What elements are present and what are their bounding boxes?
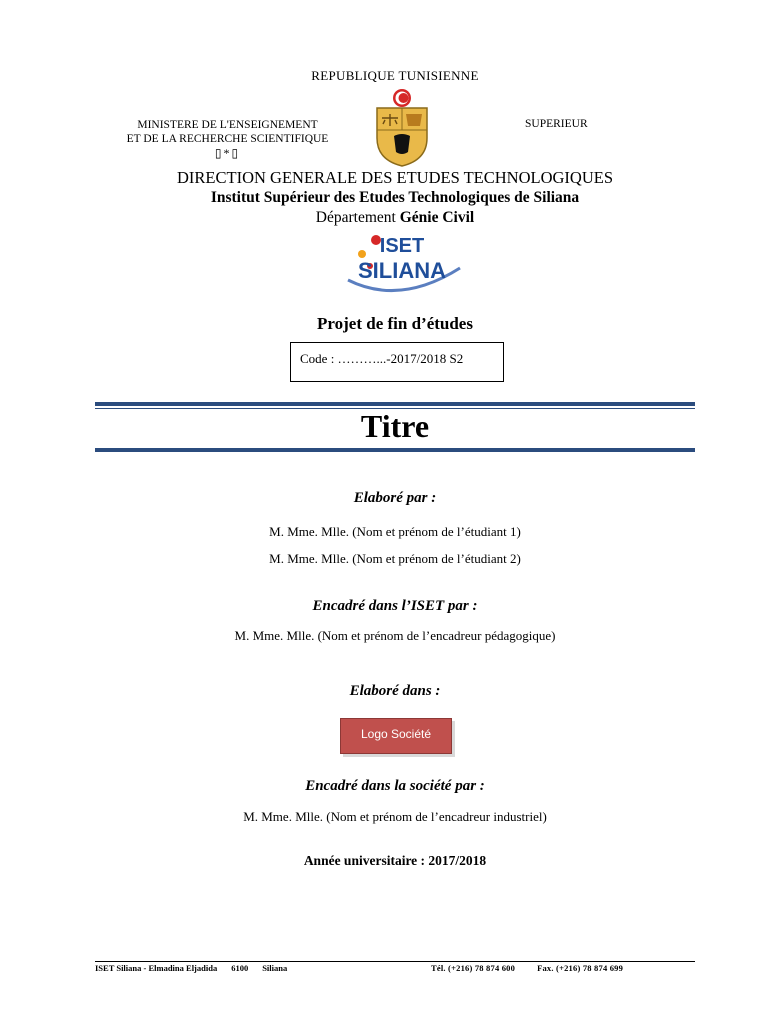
ministry-line-2: ET DE LA RECHERCHE SCIENTIFIQUE — [126, 133, 329, 145]
academic-year: Année universitaire : 2017/2018 — [303, 853, 487, 868]
iset-siliana-logo — [340, 228, 465, 300]
footer-rule — [95, 961, 695, 962]
student-line-2: M. Mme. Mlle. (Nom et prénom de l’étudiant 2) — [269, 551, 521, 566]
ministry-block — [110, 118, 345, 160]
title-rule-bottom — [95, 448, 695, 452]
project-title: Titre — [360, 408, 430, 444]
logo-text-top: ISET — [379, 235, 425, 257]
departement-prefix: Département — [315, 209, 396, 226]
departement-name: Génie Civil — [399, 209, 475, 226]
title-rule-top — [95, 402, 695, 406]
footer-fax: Fax. (+216) 78 874 699 — [537, 963, 624, 973]
ministry-line-1: MINISTERE DE L'ENSEIGNEMENT — [137, 119, 318, 131]
departement-line — [0, 209, 768, 227]
superieur-label: SUPERIEUR — [525, 118, 588, 130]
industrial-supervisor-line: M. Mme. Mlle. (Nom et prénom de l’encadreur industriel) — [243, 809, 547, 824]
footer-tel: Tél. (+216) 78 874 600 — [431, 963, 516, 973]
company-logo-label: Logo Société — [360, 727, 432, 741]
company-logo-placeholder — [340, 718, 452, 754]
industrial-supervisor-heading: Encadré dans la société par : — [305, 778, 485, 794]
footer-address — [95, 963, 287, 973]
academic-supervisor-heading: Encadré dans l’ISET par : — [312, 598, 478, 614]
direction-heading: DIRECTION GENERALE DES ETUDES TECHNOLOGIQUES — [177, 168, 613, 187]
code-box — [290, 342, 504, 382]
republic-heading: REPUBLIQUE TUNISIENNE — [311, 68, 479, 83]
project-label: Projet de fin d’études — [317, 314, 473, 333]
footer-street: ISET Siliana - Elmadina Eljadida — [95, 963, 218, 973]
tunisia-coat-of-arms-icon — [372, 86, 432, 168]
ministry-glyph: ▯*▯ — [214, 146, 241, 160]
institut-name: Institut Supérieur des Etudes Technologiques de Siliana — [210, 189, 580, 206]
company-heading: Elaboré dans : — [349, 683, 441, 699]
students-heading: Elaboré par : — [353, 490, 437, 506]
footer-city: Siliana — [262, 963, 288, 973]
student-line-1: M. Mme. Mlle. (Nom et prénom de l’étudiant 1) — [269, 524, 521, 539]
academic-supervisor-line: M. Mme. Mlle. (Nom et prénom de l’encadreur pédagogique) — [234, 628, 556, 643]
footer-postal: 6100 — [231, 963, 249, 973]
footer-contact — [431, 963, 623, 973]
logo-text-bottom: SILIANA — [358, 258, 446, 283]
project-code: Code : ………...-2017/2018 S2 — [300, 351, 464, 366]
